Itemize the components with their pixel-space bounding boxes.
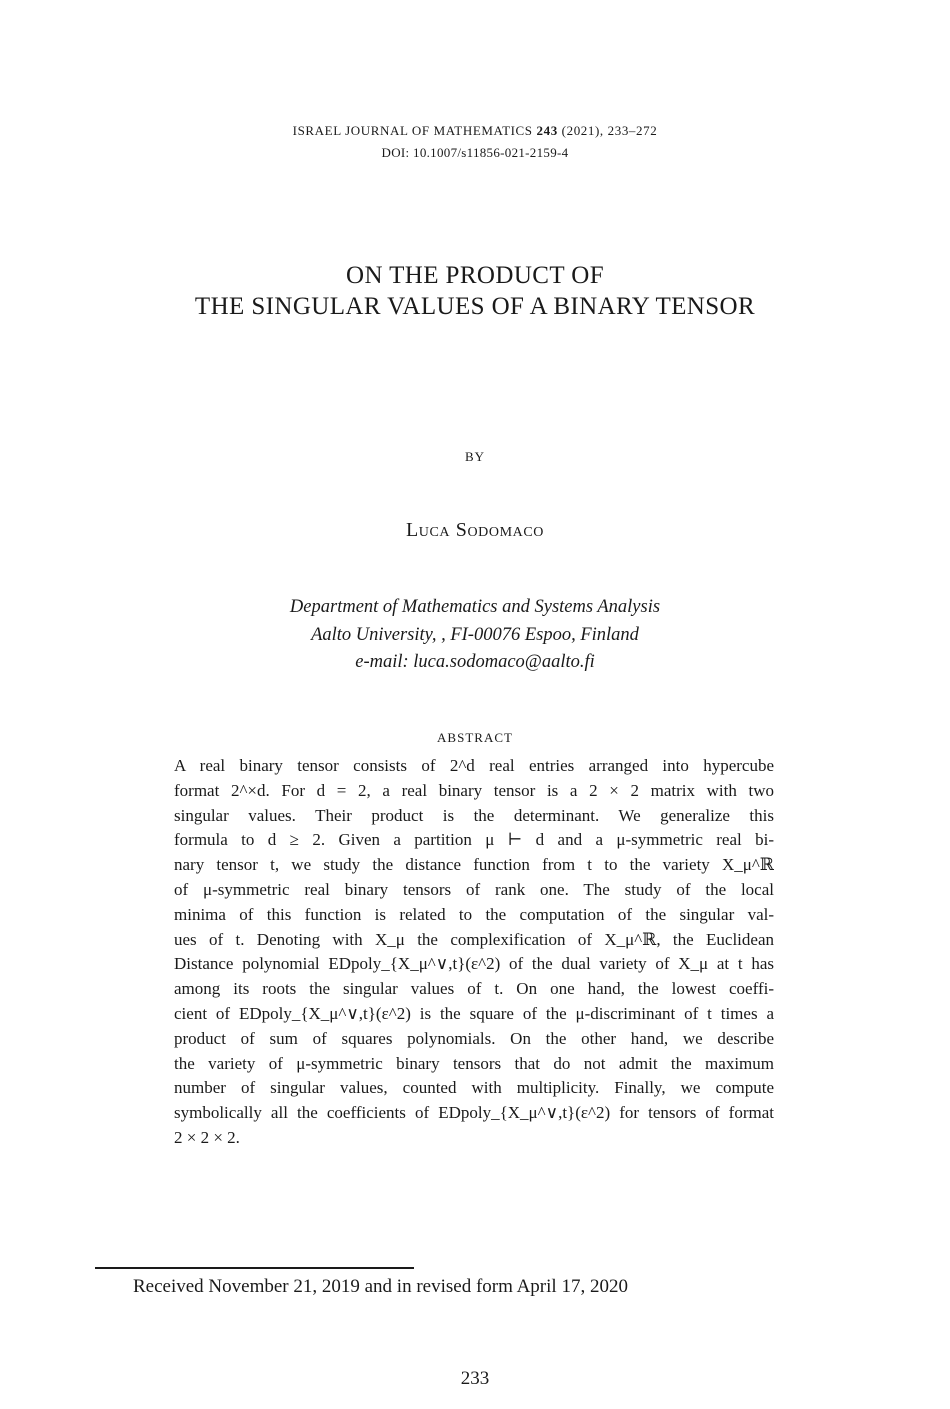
abstract-line: format 2^×d. For d = 2, a real binary tensor is a 2 × 2 matrix with two	[174, 780, 774, 800]
abstract-line: the variety of μ-symmetric binary tensors that do not admit the maximum	[174, 1053, 774, 1073]
paper-title-line-2: THE SINGULAR VALUES OF A BINARY TENSOR	[194, 293, 756, 320]
abstract-line: product of sum of squares polynomials. On the other hand, we describe	[174, 1028, 774, 1048]
abstract-line: 2 × 2 × 2.	[174, 1127, 240, 1147]
abstract-line: minima of this function is related to the computation of the singular val-	[174, 904, 774, 924]
journal-header	[0, 123, 950, 139]
abstract-line: ues of t. Denoting with X_μ the complexification of X_μ^ℝ, the Euclidean	[174, 929, 774, 949]
by-label: BY	[464, 449, 486, 464]
abstract-line: Distance polynomial EDpoly_{X_μ^∨,t}(ε^2) of the dual variety of X_μ at t has	[174, 954, 774, 974]
abstract-line: symbolically all the coefficients of EDpoly_{X_μ^∨,t}(ε^2) for tensors of format	[174, 1103, 774, 1123]
paper-title-line-1: ON THE PRODUCT OF	[346, 262, 604, 289]
received-footnote: Received November 21, 2019 and in revised form April 17, 2020	[133, 1276, 628, 1297]
author-name: Luca Sodomaco	[405, 519, 545, 541]
doi: DOI: 10.1007/s11856-021-2159-4	[381, 145, 569, 160]
abstract-line: formula to d ≥ 2. Given a partition μ ⊢ d and a μ-symmetric real bi-	[174, 830, 774, 850]
journal-year-pages: (2021), 233–272	[561, 123, 658, 138]
footnote-divider	[95, 1267, 414, 1269]
abstract-body	[174, 754, 774, 1151]
abstract-heading: ABSTRACT	[437, 730, 513, 745]
abstract-line: singular values. Their product is the determinant. We generalize this	[174, 805, 774, 825]
abstract-line: nary tensor t, we study the distance function from t to the variety X_μ^ℝ	[174, 855, 774, 875]
affiliation-department: Department of Mathematics and Systems Analysis	[289, 597, 661, 617]
abstract-line: among its roots the singular values of t. On one hand, the lowest coeffi-	[174, 979, 774, 999]
page-number: 233	[460, 1368, 490, 1389]
affiliation-university: Aalto University, , FI-00076 Espoo, Finland	[311, 624, 639, 645]
journal-name: ISRAEL JOURNAL OF MATHEMATICS	[292, 123, 533, 138]
abstract-line: cient of EDpoly_{X_μ^∨,t}(ε^2) is the square of the μ-discriminant of t times a	[174, 1003, 774, 1023]
affiliation-email: e-mail: luca.sodomaco@aalto.fi	[355, 652, 595, 672]
paper-title	[0, 260, 950, 322]
abstract-line: of μ-symmetric real binary tensors of rank one. The study of the local	[174, 879, 774, 899]
journal-volume: 243	[536, 123, 558, 138]
affiliation	[0, 594, 950, 677]
abstract-line: A real binary tensor consists of 2^d real entries arranged into hypercube	[174, 756, 774, 775]
abstract-line: number of singular values, counted with multiplicity. Finally, we compute	[174, 1078, 774, 1098]
